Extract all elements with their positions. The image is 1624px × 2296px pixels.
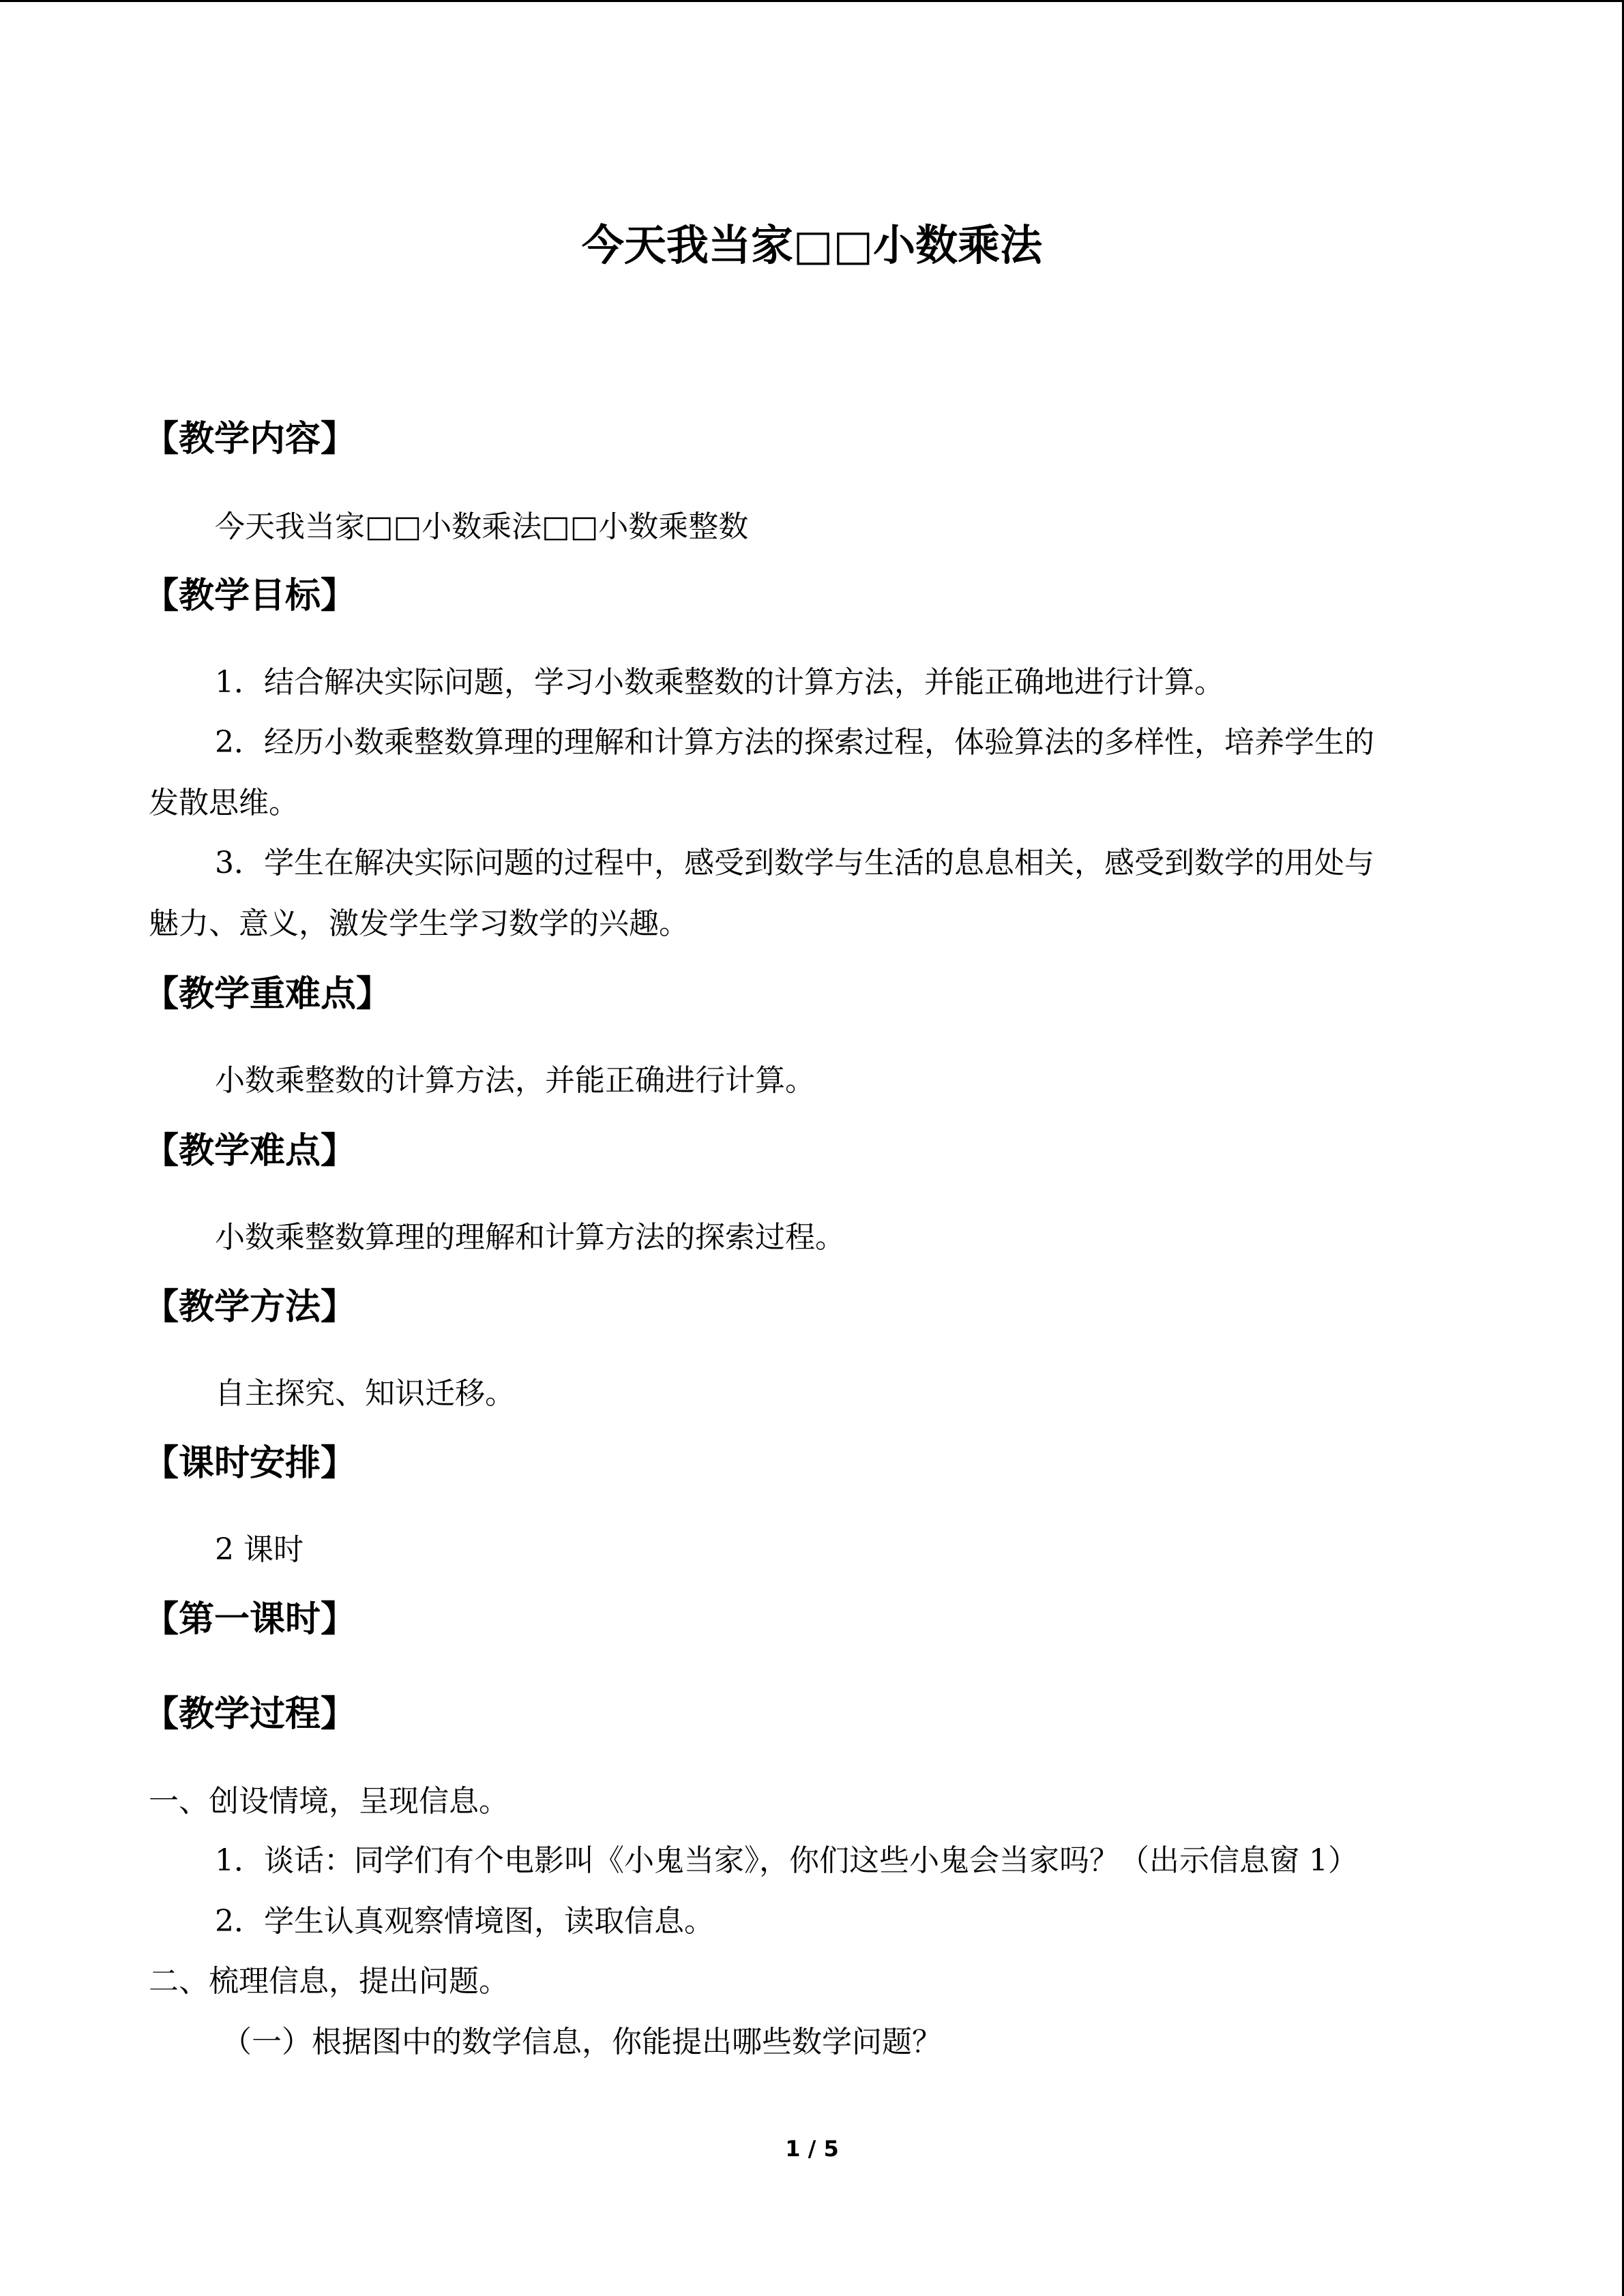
heading-key-points: 【教学重难点】 [143,974,392,1015]
goal-3-line-1: 3．学生在解决实际问题的过程中，感受到数学与生活的息息相关，感受到数学的用处与 [215,846,1374,880]
process-step-1-item-1: 1．谈话：同学们有个电影叫《小鬼当家》，你们这些小鬼会当家吗？（出示信息窗 1） [215,1843,1358,1878]
goal-3-line-2: 魅力、意义，激发学生学习数学的兴趣。 [149,906,689,941]
key-points-text: 小数乘整数的计算方法，并能正确进行计算。 [215,1063,815,1098]
heading-class-schedule: 【课时安排】 [143,1443,357,1484]
goal-2-line-2: 发散思维。 [149,786,299,820]
heading-first-lesson: 【第一课时】 [143,1599,357,1640]
document-title: 今天我当家□□小数乘法 [581,220,1043,270]
process-step-1: 一、创设情境，呈现信息。 [149,1784,509,1819]
goal-1: 1．结合解决实际问题，学习小数乘整数的计算方法，并能正确地进行计算。 [215,665,1224,700]
heading-teaching-methods: 【教学方法】 [143,1287,357,1328]
process-step-2: 二、梳理信息，提出问题。 [149,1964,509,1999]
heading-difficult-points: 【教学难点】 [143,1131,357,1172]
heading-teaching-goals: 【教学目标】 [143,576,357,616]
heading-teaching-process: 【教学过程】 [143,1694,357,1735]
teaching-content-text: 今天我当家□□小数乘法□□小数乘整数 [215,509,749,544]
process-step-1-item-2: 2．学生认真观察情境图，读取信息。 [215,1904,714,1939]
heading-teaching-content: 【教学内容】 [143,419,357,460]
class-schedule-text: 2 课时 [215,1532,304,1567]
process-step-2-item-1: （一）根据图中的数学信息，你能提出哪些数学问题？ [222,2025,942,2059]
difficult-points-text: 小数乘整数算理的理解和计算方法的探索过程。 [215,1220,845,1255]
goal-2-line-1: 2．经历小数乘整数算理的理解和计算方法的探索过程，体验算法的多样性，培养学生的 [215,725,1374,760]
teaching-methods-text: 自主探究、知识迁移。 [215,1376,515,1411]
page-number: 1 / 5 [785,2136,839,2162]
